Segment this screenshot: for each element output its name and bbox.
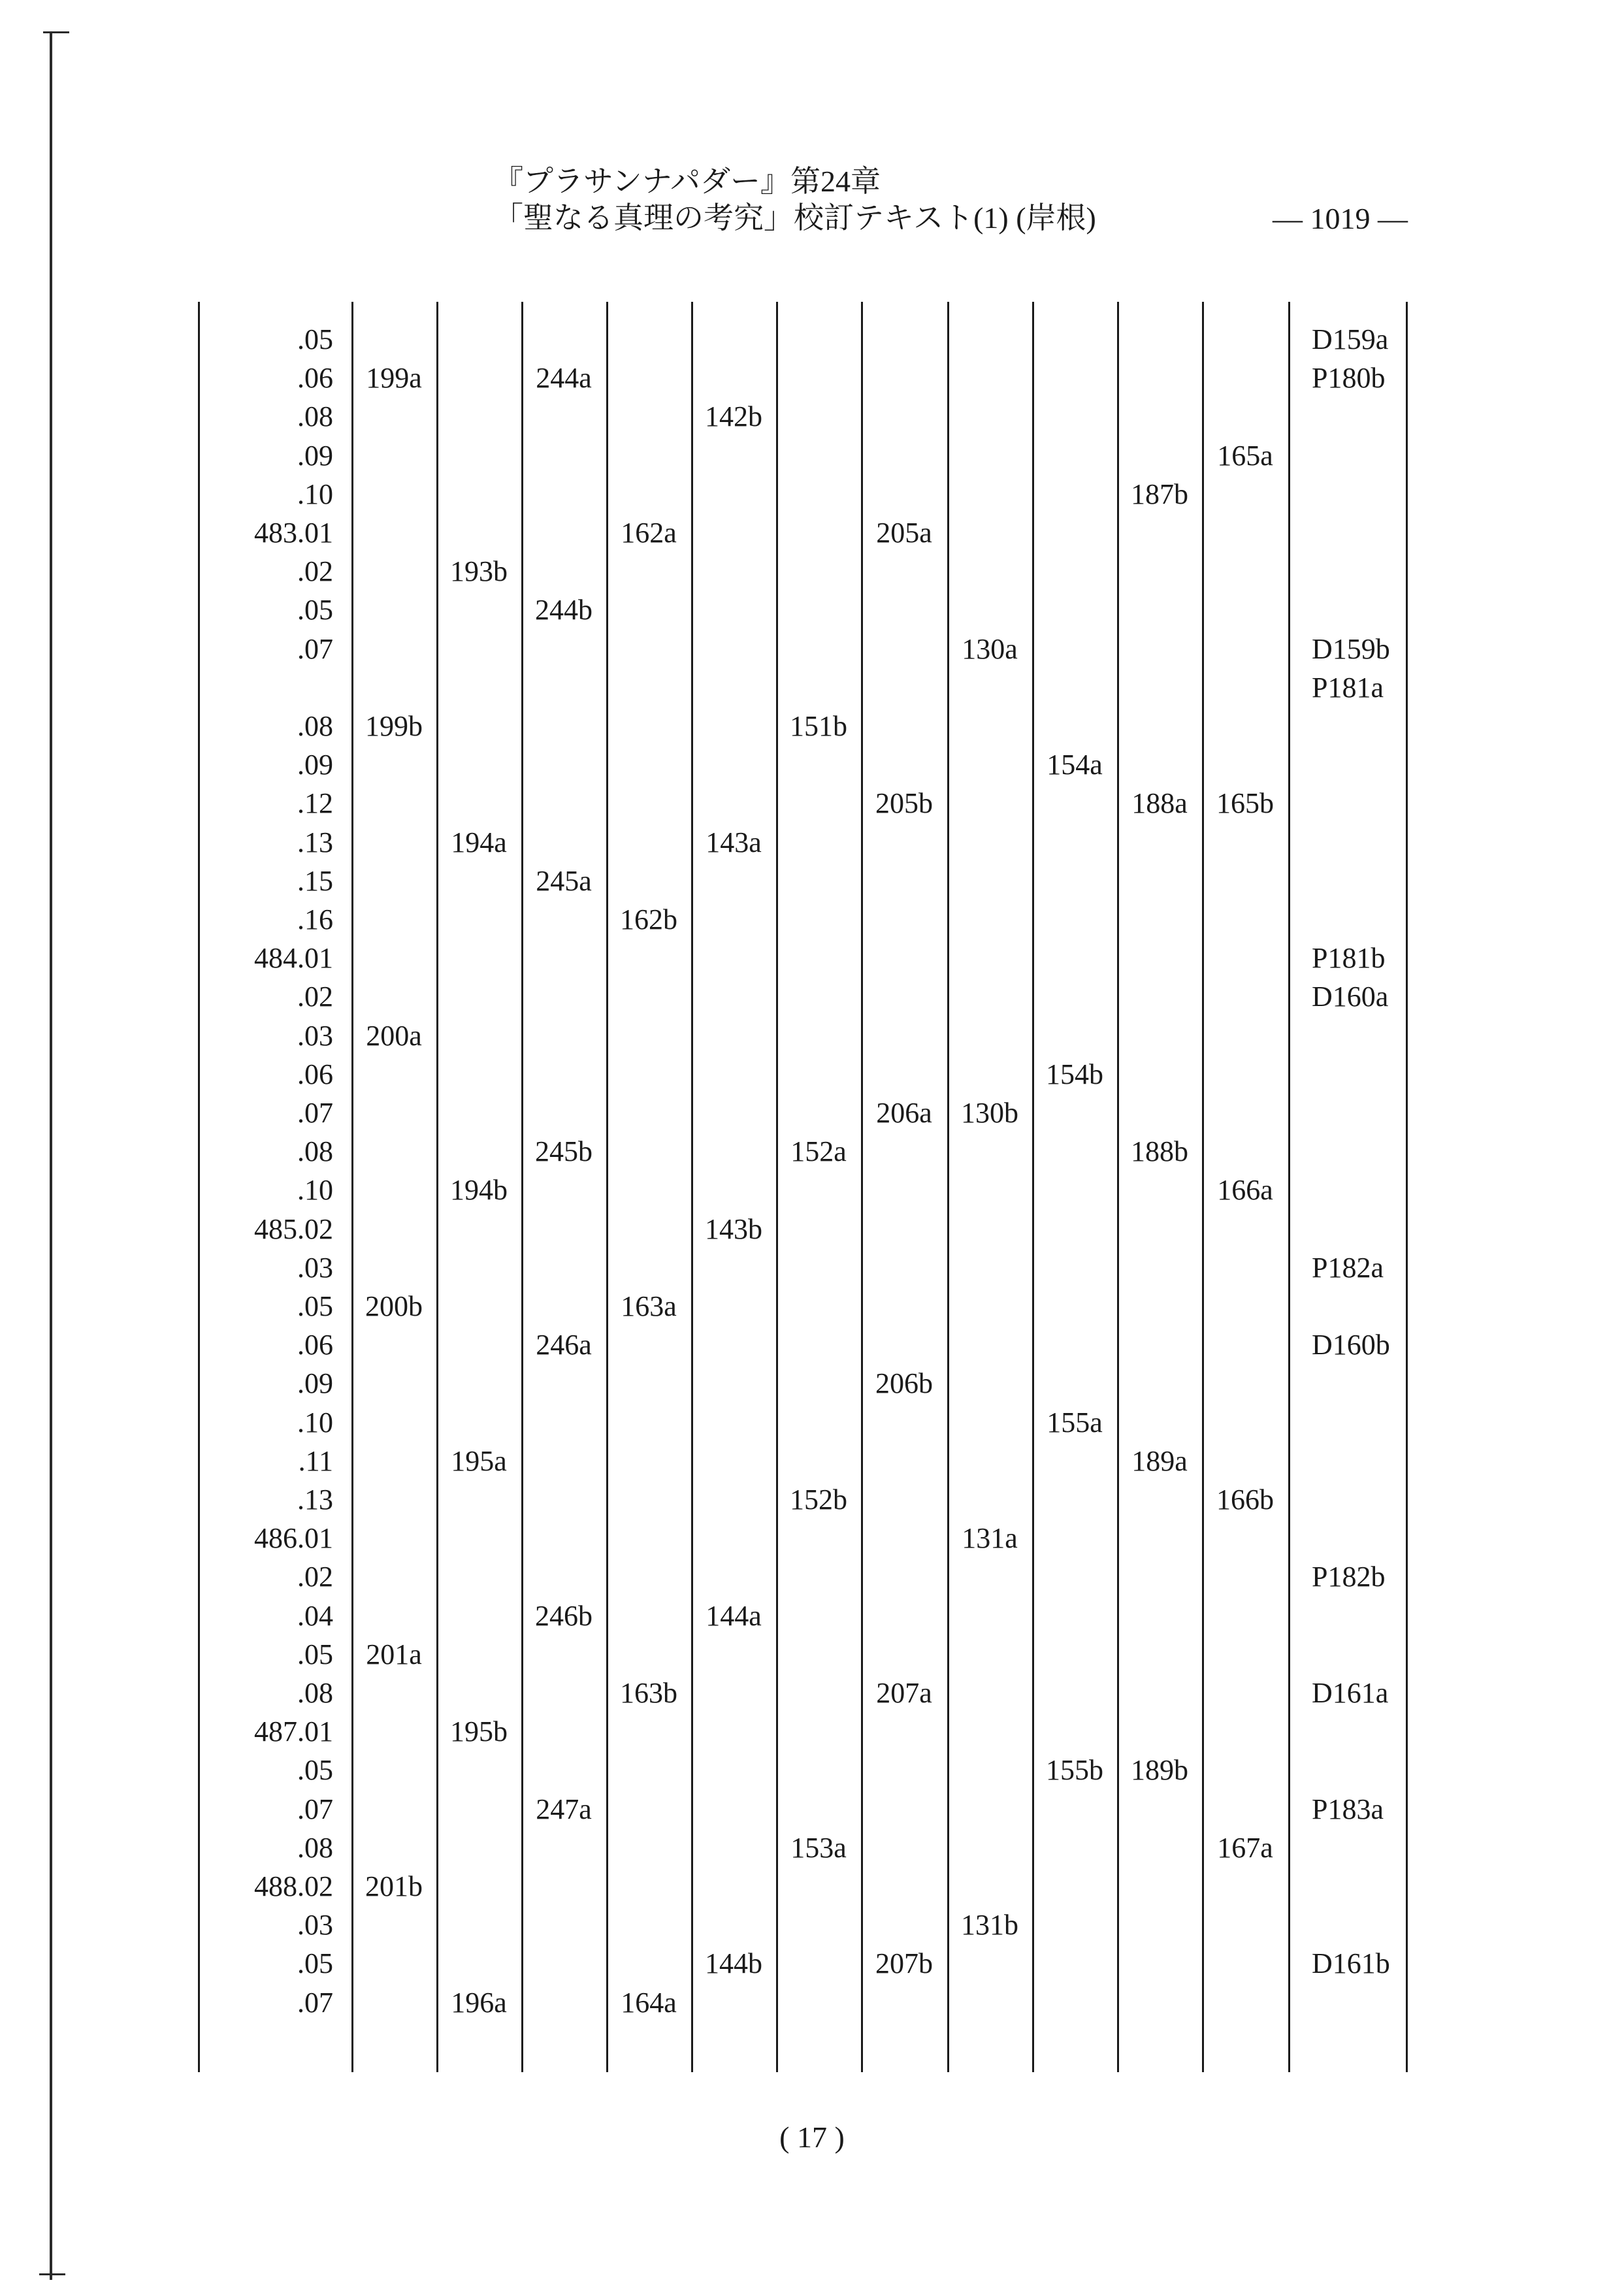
- folio-cell: 244a: [536, 362, 592, 394]
- folio-cell: P181a: [1312, 672, 1384, 704]
- folio-cell: 201b: [365, 1870, 423, 1902]
- folio-cell: 163a: [621, 1290, 677, 1322]
- folio-cell: D159a: [1312, 323, 1389, 355]
- binding-mark-top: [43, 31, 69, 33]
- folio-cell: 153a: [790, 1832, 847, 1864]
- verse-reference: .13: [297, 1484, 333, 1516]
- folio-cell: 130b: [961, 1097, 1018, 1129]
- folio-cell: 144a: [706, 1600, 762, 1632]
- folio-cell: 245b: [535, 1135, 593, 1167]
- verse-reference: 485.02: [254, 1213, 333, 1245]
- verse-reference: .05: [297, 594, 333, 626]
- verse-reference: .08: [297, 1135, 333, 1167]
- folio-cell: 247a: [536, 1793, 592, 1825]
- folio-cell: 152b: [790, 1484, 847, 1516]
- folio-cell: 155b: [1046, 1754, 1103, 1786]
- verse-reference: .05: [297, 1947, 333, 1979]
- folio-cell: 244b: [535, 594, 593, 626]
- verse-reference: .06: [297, 1058, 333, 1090]
- folio-cell: 195a: [451, 1445, 507, 1477]
- column-rule: [947, 302, 949, 2072]
- verse-reference: .08: [297, 710, 333, 742]
- folio-cell: 205a: [876, 517, 932, 549]
- verse-reference: .08: [297, 1832, 333, 1864]
- folio-cell: P181b: [1312, 942, 1386, 974]
- folio-cell: 196a: [451, 1987, 507, 2019]
- verse-reference: .06: [297, 1329, 333, 1361]
- verse-reference: .07: [297, 1987, 333, 2019]
- verse-reference: 486.01: [254, 1522, 333, 1554]
- folio-cell: 206a: [876, 1097, 932, 1129]
- folio-cell: 188b: [1131, 1135, 1188, 1167]
- column-rule: [606, 302, 608, 2072]
- verse-reference: .02: [297, 555, 333, 587]
- column-rule: [351, 302, 353, 2072]
- folio-cell: 207b: [875, 1947, 933, 1979]
- folio-cell: 246a: [536, 1329, 592, 1361]
- folio-cell: 189b: [1131, 1754, 1188, 1786]
- binding-edge: [50, 33, 52, 2280]
- verse-reference: 487.01: [254, 1715, 333, 1747]
- folio-cell: D160a: [1312, 981, 1389, 1013]
- verse-reference: .07: [297, 1097, 333, 1129]
- verse-reference: .02: [297, 981, 333, 1013]
- folio-cell: 245a: [536, 865, 592, 897]
- verse-reference: .09: [297, 1367, 333, 1399]
- folio-cell: 200a: [366, 1020, 422, 1052]
- column-rule: [1117, 302, 1119, 2072]
- column-rule: [691, 302, 693, 2072]
- verse-reference: .05: [297, 1290, 333, 1322]
- header-subtitle: 「聖なる真理の考究」校訂テキスト(1) (岸根): [493, 201, 1096, 235]
- folio-cell: 206b: [875, 1367, 933, 1399]
- verse-reference: .08: [297, 1677, 333, 1709]
- verse-reference: .05: [297, 1638, 333, 1670]
- verse-reference: .09: [297, 749, 333, 781]
- folio-cell: 154b: [1046, 1058, 1103, 1090]
- verse-reference: .10: [297, 478, 333, 510]
- column-rule: [1288, 302, 1290, 2072]
- folio-cell: 189a: [1131, 1445, 1188, 1477]
- column-rule: [861, 302, 863, 2072]
- folio-cell: 166a: [1217, 1174, 1273, 1206]
- verse-reference: 484.01: [254, 942, 333, 974]
- folio-cell: P180b: [1312, 362, 1386, 394]
- binding-mark-bottom: [39, 2273, 65, 2275]
- verse-reference: .03: [297, 1909, 333, 1941]
- folio-cell: 162b: [620, 903, 677, 935]
- header-title: 『プラサンナパダー』第24章: [493, 165, 881, 198]
- verse-reference: .16: [297, 903, 333, 935]
- folio-cell: 130a: [962, 633, 1018, 665]
- verse-reference: .09: [297, 440, 333, 472]
- verse-reference: .02: [297, 1561, 333, 1593]
- verse-reference: .10: [297, 1174, 333, 1206]
- column-rule: [776, 302, 778, 2072]
- folio-cell: 246b: [535, 1600, 593, 1632]
- folio-cell: 167a: [1217, 1832, 1273, 1864]
- verse-reference: 483.01: [254, 517, 333, 549]
- verse-reference: .03: [297, 1252, 333, 1284]
- folio-cell: 131a: [962, 1522, 1018, 1554]
- folio-cell: P182b: [1312, 1561, 1386, 1593]
- verse-reference: .13: [297, 826, 333, 858]
- folio-cell: 165a: [1217, 440, 1273, 472]
- folio-cell: 151b: [790, 710, 847, 742]
- folio-cell: 205b: [875, 787, 933, 819]
- folio-cell: D161a: [1312, 1677, 1389, 1709]
- folio-cell: 200b: [365, 1290, 423, 1322]
- folio-cell: 142b: [705, 400, 762, 432]
- folio-cell: P182a: [1312, 1252, 1384, 1284]
- verse-reference: .06: [297, 362, 333, 394]
- folio-cell: D161b: [1312, 1947, 1390, 1979]
- folio-cell: 152a: [790, 1135, 847, 1167]
- folio-cell: 201a: [366, 1638, 422, 1670]
- verse-reference: .05: [297, 1754, 333, 1786]
- folio-cell: 131b: [961, 1909, 1018, 1941]
- verse-reference: .05: [297, 323, 333, 355]
- verse-reference: .07: [297, 1793, 333, 1825]
- folio-cell: 193b: [450, 555, 508, 587]
- folio-cell: 166b: [1216, 1484, 1274, 1516]
- folio-cell: D160b: [1312, 1329, 1390, 1361]
- verse-reference: .07: [297, 633, 333, 665]
- folio-cell: 165b: [1216, 787, 1274, 819]
- verse-reference: .10: [297, 1406, 333, 1438]
- verse-reference: .08: [297, 400, 333, 432]
- verse-reference: .03: [297, 1020, 333, 1052]
- running-header: [493, 163, 1096, 236]
- folio-cell: 144b: [705, 1947, 762, 1979]
- column-rule: [1406, 302, 1408, 2072]
- folio-cell: 155a: [1047, 1406, 1103, 1438]
- folio-cell: 143a: [706, 826, 762, 858]
- verse-reference: .04: [297, 1600, 333, 1632]
- verse-reference: .11: [298, 1445, 333, 1477]
- folio-cell: D159b: [1312, 633, 1390, 665]
- verse-reference: .12: [297, 787, 333, 819]
- folio-cell: 143b: [705, 1213, 762, 1245]
- footer-page-label: ( 17 ): [779, 2120, 845, 2154]
- folio-cell: 194b: [450, 1174, 508, 1206]
- folio-cell: 188a: [1131, 787, 1188, 819]
- folio-cell: 163b: [620, 1677, 677, 1709]
- folio-cell: 207a: [876, 1677, 932, 1709]
- folio-cell: 199b: [365, 710, 423, 742]
- page-number: — 1019 —: [1273, 202, 1408, 235]
- folio-cell: 195b: [450, 1715, 508, 1747]
- folio-cell: 199a: [366, 362, 422, 394]
- column-rule: [1032, 302, 1034, 2072]
- verse-reference: 488.02: [254, 1870, 333, 1902]
- folio-cell: 194a: [451, 826, 507, 858]
- verse-reference: .15: [297, 865, 333, 897]
- folio-cell: 187b: [1131, 478, 1188, 510]
- folio-cell: P183a: [1312, 1793, 1384, 1825]
- folio-cell: 162a: [621, 517, 677, 549]
- folio-cell: 164a: [621, 1987, 677, 2019]
- folio-cell: 154a: [1047, 749, 1103, 781]
